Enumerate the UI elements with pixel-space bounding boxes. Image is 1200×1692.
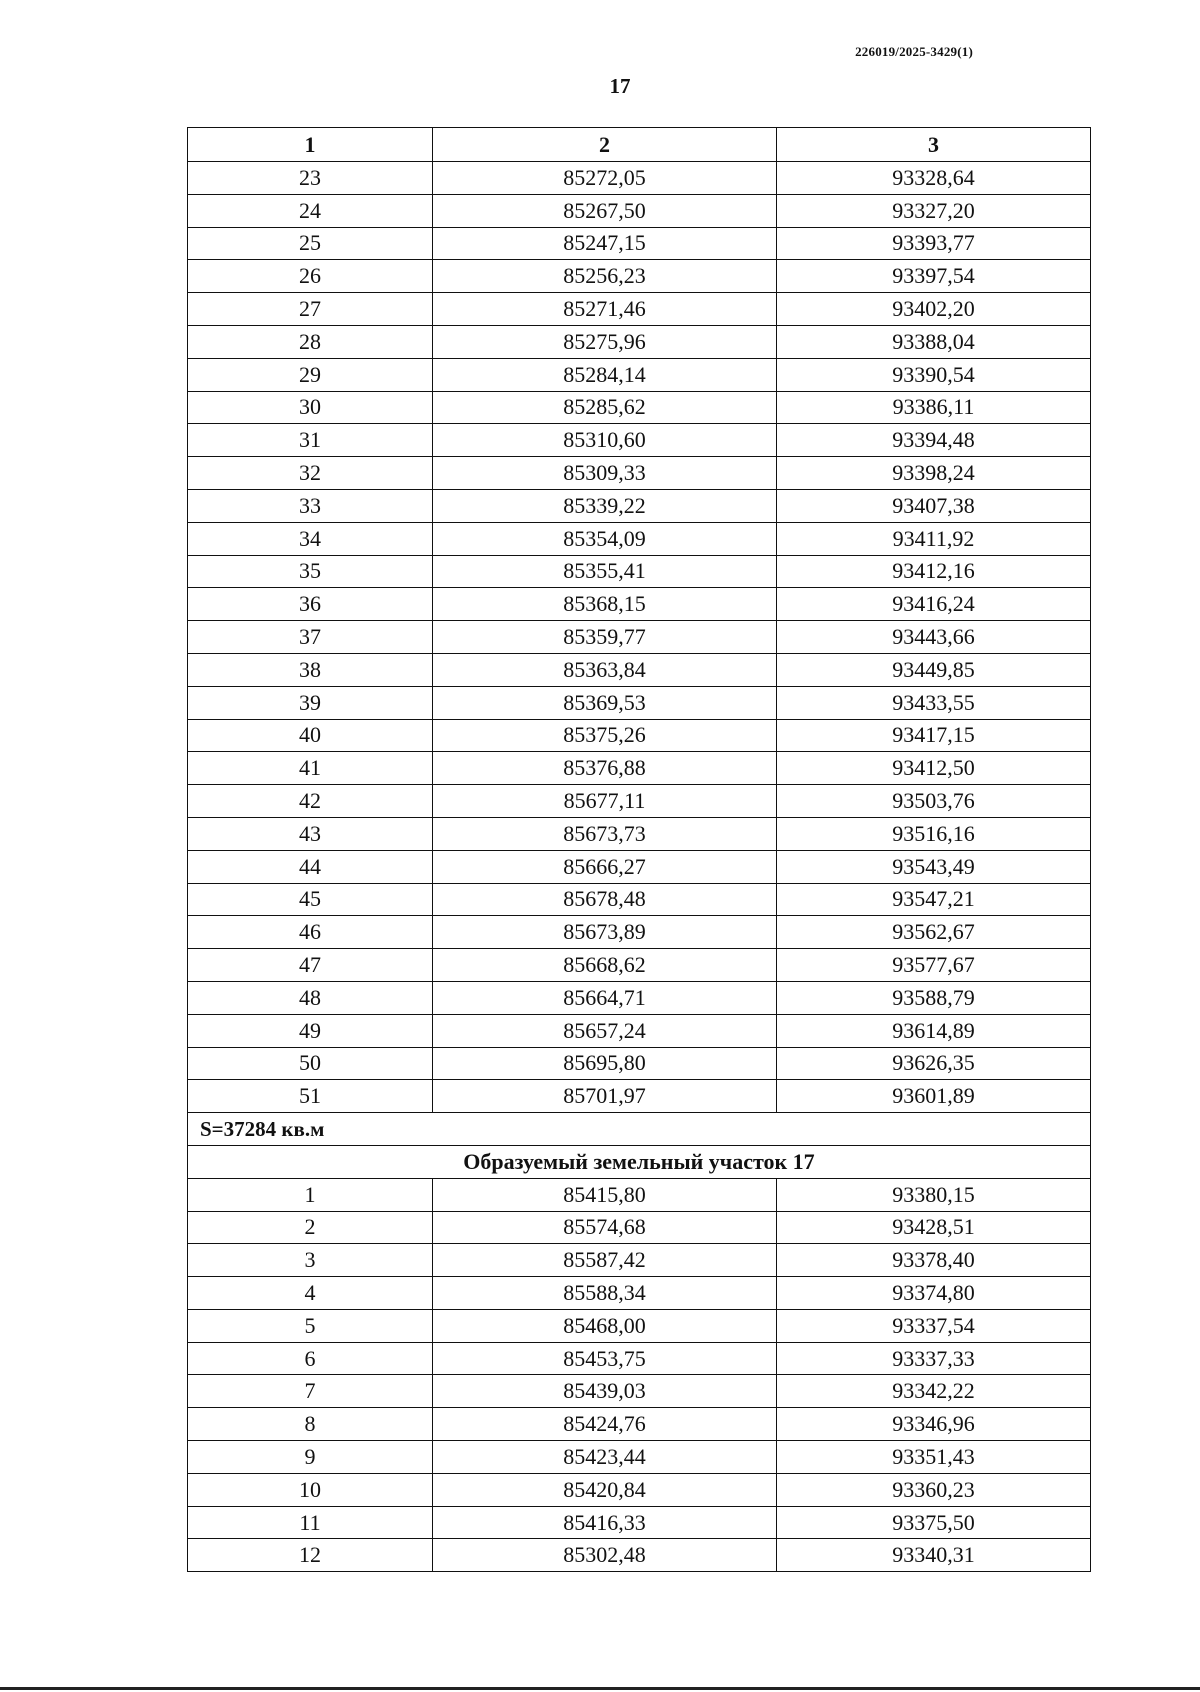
point-number-cell: 46 <box>188 916 433 949</box>
table-row <box>188 1178 1091 1211</box>
point-number-cell: 41 <box>188 752 433 785</box>
x-coordinate-cell: 85423,44 <box>433 1441 777 1474</box>
table-row <box>188 1080 1091 1113</box>
table-header-row <box>188 128 1091 162</box>
y-coordinate-cell: 93412,50 <box>777 752 1091 785</box>
x-coordinate-cell: 85368,15 <box>433 588 777 621</box>
x-coordinate-cell: 85677,11 <box>433 785 777 818</box>
y-coordinate-cell: 93390,54 <box>777 358 1091 391</box>
point-number-cell: 27 <box>188 293 433 326</box>
point-number-cell: 40 <box>188 719 433 752</box>
area-label: S=37284 кв.м <box>188 1113 1091 1146</box>
point-number-cell: 50 <box>188 1047 433 1080</box>
x-coordinate-cell: 85302,48 <box>433 1539 777 1572</box>
x-coordinate-cell: 85359,77 <box>433 621 777 654</box>
page-bottom-rule <box>0 1687 1200 1690</box>
x-coordinate-cell: 85310,60 <box>433 424 777 457</box>
y-coordinate-cell: 93417,15 <box>777 719 1091 752</box>
table-row <box>188 260 1091 293</box>
point-number-cell: 51 <box>188 1080 433 1113</box>
table-row <box>188 358 1091 391</box>
point-number-cell: 4 <box>188 1277 433 1310</box>
y-coordinate-cell: 93398,24 <box>777 457 1091 490</box>
y-coordinate-cell: 93351,43 <box>777 1441 1091 1474</box>
y-coordinate-cell: 93337,33 <box>777 1342 1091 1375</box>
x-coordinate-cell: 85285,62 <box>433 391 777 424</box>
table-row <box>188 227 1091 260</box>
x-coordinate-cell: 85588,34 <box>433 1277 777 1310</box>
x-coordinate-cell: 85468,00 <box>433 1309 777 1342</box>
point-number-cell: 31 <box>188 424 433 457</box>
table-row <box>188 785 1091 818</box>
point-number-cell: 12 <box>188 1539 433 1572</box>
table-row <box>188 555 1091 588</box>
table-row <box>188 949 1091 982</box>
table-row <box>188 1408 1091 1441</box>
x-coordinate-cell: 85664,71 <box>433 981 777 1014</box>
table-row <box>188 1014 1091 1047</box>
point-number-cell: 37 <box>188 621 433 654</box>
y-coordinate-cell: 93375,50 <box>777 1506 1091 1539</box>
table-row <box>188 850 1091 883</box>
point-number-cell: 26 <box>188 260 433 293</box>
y-coordinate-cell: 93346,96 <box>777 1408 1091 1441</box>
table-row <box>188 1539 1091 1572</box>
table-row <box>188 1506 1091 1539</box>
table-row <box>188 522 1091 555</box>
x-coordinate-cell: 85439,03 <box>433 1375 777 1408</box>
y-coordinate-cell: 93577,67 <box>777 949 1091 982</box>
section-title-row <box>188 1145 1091 1178</box>
table-row <box>188 686 1091 719</box>
column-header-point: 1 <box>188 128 433 162</box>
point-number-cell: 30 <box>188 391 433 424</box>
y-coordinate-cell: 93327,20 <box>777 194 1091 227</box>
section-title: Образуемый земельный участок 17 <box>188 1145 1091 1178</box>
point-number-cell: 25 <box>188 227 433 260</box>
x-coordinate-cell: 85666,27 <box>433 850 777 883</box>
point-number-cell: 3 <box>188 1244 433 1277</box>
table-row <box>188 293 1091 326</box>
coordinates-table-body <box>188 128 1091 1572</box>
point-number-cell: 6 <box>188 1342 433 1375</box>
y-coordinate-cell: 93588,79 <box>777 981 1091 1014</box>
x-coordinate-cell: 85701,97 <box>433 1080 777 1113</box>
point-number-cell: 1 <box>188 1178 433 1211</box>
y-coordinate-cell: 93393,77 <box>777 227 1091 260</box>
x-coordinate-cell: 85375,26 <box>433 719 777 752</box>
x-coordinate-cell: 85272,05 <box>433 162 777 195</box>
coordinates-table <box>187 127 1091 1572</box>
y-coordinate-cell: 93378,40 <box>777 1244 1091 1277</box>
y-coordinate-cell: 93337,54 <box>777 1309 1091 1342</box>
y-coordinate-cell: 93428,51 <box>777 1211 1091 1244</box>
table-row <box>188 1211 1091 1244</box>
point-number-cell: 8 <box>188 1408 433 1441</box>
x-coordinate-cell: 85354,09 <box>433 522 777 555</box>
x-coordinate-cell: 85376,88 <box>433 752 777 785</box>
x-coordinate-cell: 85673,73 <box>433 817 777 850</box>
table-row <box>188 1277 1091 1310</box>
table-row <box>188 391 1091 424</box>
table-row <box>188 1473 1091 1506</box>
x-coordinate-cell: 85673,89 <box>433 916 777 949</box>
x-coordinate-cell: 85271,46 <box>433 293 777 326</box>
y-coordinate-cell: 93394,48 <box>777 424 1091 457</box>
point-number-cell: 42 <box>188 785 433 818</box>
table-row <box>188 916 1091 949</box>
point-number-cell: 11 <box>188 1506 433 1539</box>
x-coordinate-cell: 85453,75 <box>433 1342 777 1375</box>
y-coordinate-cell: 93614,89 <box>777 1014 1091 1047</box>
point-number-cell: 24 <box>188 194 433 227</box>
point-number-cell: 23 <box>188 162 433 195</box>
table-row <box>188 489 1091 522</box>
y-coordinate-cell: 93340,31 <box>777 1539 1091 1572</box>
table-row <box>188 457 1091 490</box>
document-number: 226019/2025-3429(1) <box>855 44 973 59</box>
table-row <box>188 817 1091 850</box>
y-coordinate-cell: 93449,85 <box>777 653 1091 686</box>
point-number-cell: 47 <box>188 949 433 982</box>
x-coordinate-cell: 85355,41 <box>433 555 777 588</box>
x-coordinate-cell: 85420,84 <box>433 1473 777 1506</box>
y-coordinate-cell: 93626,35 <box>777 1047 1091 1080</box>
y-coordinate-cell: 93342,22 <box>777 1375 1091 1408</box>
table-row <box>188 1441 1091 1474</box>
point-number-cell: 45 <box>188 883 433 916</box>
table-row <box>188 653 1091 686</box>
point-number-cell: 49 <box>188 1014 433 1047</box>
point-number-cell: 44 <box>188 850 433 883</box>
y-coordinate-cell: 93328,64 <box>777 162 1091 195</box>
y-coordinate-cell: 93547,21 <box>777 883 1091 916</box>
x-coordinate-cell: 85369,53 <box>433 686 777 719</box>
column-header-y: 3 <box>777 128 1091 162</box>
point-number-cell: 29 <box>188 358 433 391</box>
point-number-cell: 35 <box>188 555 433 588</box>
table-row <box>188 719 1091 752</box>
y-coordinate-cell: 93601,89 <box>777 1080 1091 1113</box>
x-coordinate-cell: 85275,96 <box>433 325 777 358</box>
x-coordinate-cell: 85339,22 <box>433 489 777 522</box>
x-coordinate-cell: 85247,15 <box>433 227 777 260</box>
point-number-cell: 34 <box>188 522 433 555</box>
y-coordinate-cell: 93516,16 <box>777 817 1091 850</box>
table-row <box>188 752 1091 785</box>
y-coordinate-cell: 93380,15 <box>777 1178 1091 1211</box>
point-number-cell: 5 <box>188 1309 433 1342</box>
y-coordinate-cell: 93503,76 <box>777 785 1091 818</box>
table-row <box>188 162 1091 195</box>
point-number-cell: 38 <box>188 653 433 686</box>
point-number-cell: 43 <box>188 817 433 850</box>
y-coordinate-cell: 93443,66 <box>777 621 1091 654</box>
x-coordinate-cell: 85587,42 <box>433 1244 777 1277</box>
y-coordinate-cell: 93412,16 <box>777 555 1091 588</box>
point-number-cell: 48 <box>188 981 433 1014</box>
x-coordinate-cell: 85416,33 <box>433 1506 777 1539</box>
y-coordinate-cell: 93407,38 <box>777 489 1091 522</box>
table-row <box>188 1309 1091 1342</box>
table-row <box>188 194 1091 227</box>
table-row <box>188 1244 1091 1277</box>
point-number-cell: 32 <box>188 457 433 490</box>
x-coordinate-cell: 85284,14 <box>433 358 777 391</box>
table-row <box>188 588 1091 621</box>
table-row <box>188 325 1091 358</box>
y-coordinate-cell: 93386,11 <box>777 391 1091 424</box>
point-number-cell: 2 <box>188 1211 433 1244</box>
table-row <box>188 1047 1091 1080</box>
page-number: 17 <box>609 74 631 98</box>
x-coordinate-cell: 85657,24 <box>433 1014 777 1047</box>
y-coordinate-cell: 93411,92 <box>777 522 1091 555</box>
y-coordinate-cell: 93543,49 <box>777 850 1091 883</box>
x-coordinate-cell: 85267,50 <box>433 194 777 227</box>
x-coordinate-cell: 85574,68 <box>433 1211 777 1244</box>
y-coordinate-cell: 93360,23 <box>777 1473 1091 1506</box>
table-row <box>188 1342 1091 1375</box>
x-coordinate-cell: 85415,80 <box>433 1178 777 1211</box>
x-coordinate-cell: 85309,33 <box>433 457 777 490</box>
x-coordinate-cell: 85256,23 <box>433 260 777 293</box>
point-number-cell: 28 <box>188 325 433 358</box>
column-header-x: 2 <box>433 128 777 162</box>
y-coordinate-cell: 93402,20 <box>777 293 1091 326</box>
y-coordinate-cell: 93416,24 <box>777 588 1091 621</box>
table-row <box>188 981 1091 1014</box>
point-number-cell: 9 <box>188 1441 433 1474</box>
table-row <box>188 883 1091 916</box>
y-coordinate-cell: 93562,67 <box>777 916 1091 949</box>
point-number-cell: 10 <box>188 1473 433 1506</box>
point-number-cell: 7 <box>188 1375 433 1408</box>
x-coordinate-cell: 85668,62 <box>433 949 777 982</box>
x-coordinate-cell: 85695,80 <box>433 1047 777 1080</box>
x-coordinate-cell: 85363,84 <box>433 653 777 686</box>
y-coordinate-cell: 93388,04 <box>777 325 1091 358</box>
area-row <box>188 1113 1091 1146</box>
y-coordinate-cell: 93374,80 <box>777 1277 1091 1310</box>
point-number-cell: 36 <box>188 588 433 621</box>
y-coordinate-cell: 93397,54 <box>777 260 1091 293</box>
table-row <box>188 424 1091 457</box>
table-row <box>188 621 1091 654</box>
table-row <box>188 1375 1091 1408</box>
point-number-cell: 33 <box>188 489 433 522</box>
point-number-cell: 39 <box>188 686 433 719</box>
x-coordinate-cell: 85424,76 <box>433 1408 777 1441</box>
y-coordinate-cell: 93433,55 <box>777 686 1091 719</box>
x-coordinate-cell: 85678,48 <box>433 883 777 916</box>
